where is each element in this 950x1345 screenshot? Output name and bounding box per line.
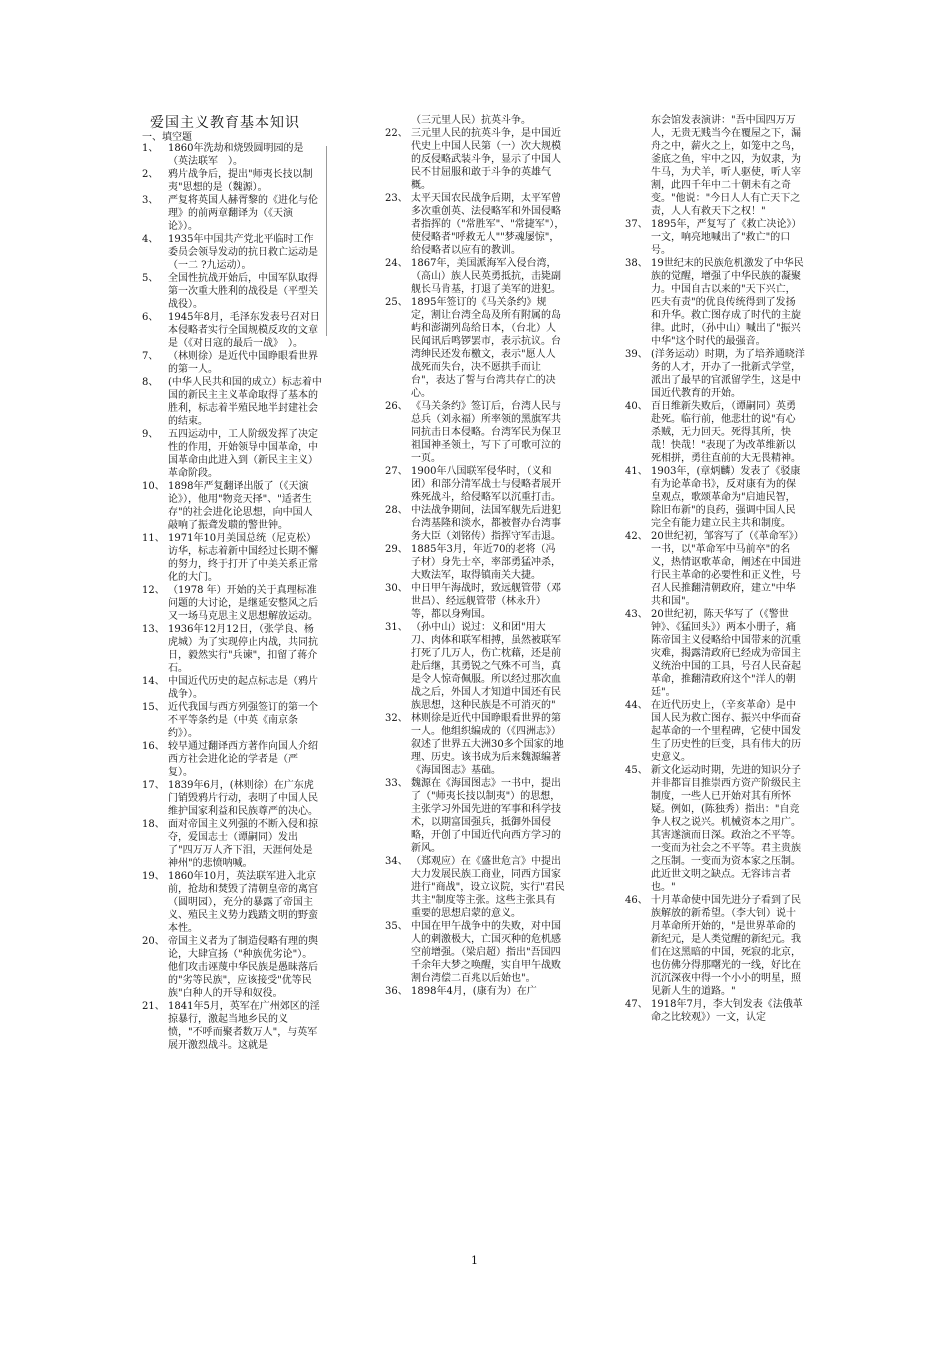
question-item (625, 400, 805, 465)
question-text: 严复将英国人赫胥黎的《进化与伦理》的前两章翻译为（《天演论》）。 (168, 195, 318, 232)
question-number: 23、 (385, 193, 408, 204)
question-number: 18、 (142, 819, 165, 830)
question-number: 29、 (385, 544, 408, 555)
question-item (142, 428, 322, 480)
question-text: 在近代历史上，（辛亥革命）是中国人民为救亡图存、振兴中华而奋起革命的一个里程碑，它使中国发生了历史性的巨变，具有伟大的历史意义。 (651, 700, 801, 763)
question-item (385, 465, 565, 504)
question-item (142, 233, 322, 272)
question-number: 11、 (142, 533, 165, 544)
question-number: 8、 (142, 377, 159, 388)
question-item (142, 480, 322, 532)
question-number: 24、 (385, 258, 408, 269)
question-text: 中日甲午海战时，致远舰管带（邓世昌）、经远舰管带（林永升）等，都以身殉国。 (411, 583, 561, 620)
question-number: 21、 (142, 1001, 165, 1012)
question-text: 鸦片战争后，提出"师夷长技以制夷"思想的是（魏源）。 (168, 169, 313, 193)
question-item (385, 296, 565, 400)
question-number: 37、 (625, 219, 648, 230)
question-item (142, 311, 322, 350)
question-item (142, 818, 322, 870)
question-item (142, 623, 322, 675)
question-text: 1860年洗劫和烧毁圆明园的是（英法联军 ）。 (168, 143, 304, 167)
question-item (385, 712, 565, 777)
question-number: 2、 (142, 169, 159, 180)
question-item (385, 127, 565, 192)
question-item (385, 777, 565, 855)
question-text: 太平天国农民战争后期，太平军曾多次重创英、法侵略军和外国侵略者指挥的（"常胜军"、"常捷军"），使侵略者"呼救无人""梦魂屡惊"，给侵略者以应有的教训。 (411, 193, 565, 256)
question-text: (中华人民共和国的成立）标志着中国的新民主主义革命取得了基本的胜利，标志着半殖民地半封建社会的结束。 (168, 377, 322, 427)
question-item (385, 543, 565, 582)
question-text: （孙中山）说过：义和团"用大刀、肉体和联军相搏，虽然被联军打死了几万人，伤亡枕藉，还是前赴后继，其勇锐之气殊不可当，真是令人惊奇佩服。所以经过那次血战之后，外国人才知道中国还有民族思想，这种民族是不可消灭的" (411, 622, 561, 711)
question-number: 19、 (142, 871, 165, 882)
question-item (625, 530, 805, 608)
question-item (625, 998, 805, 1024)
question-item (142, 532, 322, 584)
question-item (142, 194, 322, 233)
continuation-text: 东会馆发表演讲："吾中国四万万人，无贵无贱当今在覆屋之下，漏舟之中，薪火之上，如笼中之鸟，釜底之鱼，牢中之囚，为奴隶，为牛马，为犬羊，听人驱使，听人宰割，此四千年中二十朝未有之奇变。"他说："今日人人有亡天下之责，人人有救天下之权！" (651, 115, 801, 217)
question-number: 12、 (142, 585, 165, 596)
question-number: 1、 (142, 143, 159, 154)
question-number: 32、 (385, 713, 408, 724)
question-item (142, 675, 322, 701)
question-number: 14、 (142, 676, 165, 687)
question-number: 20、 (142, 936, 165, 947)
question-text: 中国在甲午战争中的失败，对中国人的刺激极大，亡国灭种的危机感空前增强。（梁启超）指出"吾国四千余年大梦之唤醒，实自甲午战败割台湾偿二百兆以后始也"。 (411, 921, 561, 984)
question-item (142, 701, 322, 740)
question-text: 十月革命使中国先进分子看到了民族解放的新希望。（李大钊）说十月革命所开始的，"是世界革命的新纪元，是人类觉醒的新纪元。我们在这黑暗的中国，死寂的北京，也仿佛分得那曙光的一线，好比在沉沉深夜中得一个小小的明星，照见新人生的道路。" (651, 895, 801, 997)
question-number: 26、 (385, 401, 408, 412)
column-3-items (625, 218, 805, 1024)
question-number: 43、 (625, 609, 648, 620)
question-number: 31、 (385, 622, 408, 633)
question-text: 林则徐是近代中国睁眼看世界的第一人。他组织编成的（《四洲志》）叙述了世界五大洲30多个国家的地理、历史。该书成为后来魏源编著《海国图志》基础。 (411, 713, 564, 776)
question-number: 7、 (142, 351, 159, 362)
question-text: 1841年5月，英军在广州郊区的淫掠暴行，激起当地乡民的义愤，"不呼而聚者数万人"，与英军展开激烈战斗。这就是 (168, 1001, 320, 1051)
question-number: 4、 (142, 234, 159, 245)
question-item (625, 764, 805, 894)
question-number: 17、 (142, 780, 165, 791)
question-number: 40、 (625, 401, 648, 412)
question-text: 三元里人民的抗英斗争，是中国近代史上中国人民第（一）次大规模的反侵略武装斗争，显示了中国人民不甘屈服和敢于斗争的英雄气概。 (411, 128, 561, 191)
question-number: 39、 (625, 349, 648, 360)
question-number: 47、 (625, 999, 648, 1010)
question-number: 42、 (625, 531, 648, 542)
continuation-text: （三元里人民）抗英斗争。 (411, 115, 531, 126)
question-text: 1895年签订的《马关条约》规定，割让台湾全岛及所有附属的岛屿和澎湖列岛给日本，（台北）人民闻讯后鸣锣罢市，表示抗议。台湾绅民还发布檄文，表示"愿人人战死而失台，决不愿拱手而让台"，表达了誓与台湾共存亡的决心。 (411, 297, 561, 399)
question-text: 帝国主义者为了制造侵略有理的舆论，大肆宣扬（"种族优劣论"）。他们攻击诬蔑中华民族是愚昧落后的"劣等民族"，应该接受"优等民族"白种人的开导和奴役。 (168, 936, 318, 999)
question-item (385, 504, 565, 543)
question-number: 9、 (142, 429, 159, 440)
question-text: 1860年10月，英法联军进入北京前，抢劫和焚毁了清朝皇帝的离宫（圆明园），充分的暴露了帝国主义、殖民主义势力践踏文明的野蛮本性。 (168, 871, 318, 934)
question-item (142, 350, 322, 376)
question-text: 较早通过翻译西方著作向国人介绍西方社会进化论的学者是（严复）。 (168, 741, 318, 778)
question-text: (洋务运动）时期，为了培养通晓洋务的人才，开办了一批新式学堂，派出了最早的官派留学生，这是中国近代教育的开始。 (651, 349, 805, 399)
question-item (625, 699, 805, 764)
question-number: 33、 (385, 778, 408, 789)
question-item (385, 920, 565, 985)
section-heading: 一、填空题 (142, 132, 192, 143)
question-number: 28、 (385, 505, 408, 516)
document-title: 爱国主义教育基本知识 (150, 115, 300, 131)
question-text: 20世纪初，邹容写了（《革命军》）一书，以"革命军中马前卒"的名义，热情讴歌革命，阐述在中国进行民主革命的必要性和正义性，号召人民推翻清朝政府，建立"中华共和国"。 (651, 531, 804, 607)
question-item (385, 621, 565, 712)
question-text: （1978 年）开始的关于真理标准问题的大讨论，是继延安整风之后又一场马克思主义思想解放运动。 (168, 585, 318, 622)
question-text: 中法战争期间，法国军舰先后进犯台湾基隆和淡水，都被督办台湾事务大臣（刘铭传）指挥守军击退。 (411, 505, 561, 542)
margin-line (326, 146, 327, 336)
question-text: 19世纪末的民族危机激发了中华民族的觉醒，增强了中华民族的凝聚力。中国自古以来的"天下兴亡，匹夫有责"的优良传统得到了发扬和升华。救亡图存成了时代的主旋律。此时，（孙中山）喊出了"振兴中华"这个时代的最强音。 (651, 258, 804, 347)
question-item (625, 608, 805, 699)
question-number: 15、 (142, 702, 165, 713)
question-number: 3、 (142, 195, 159, 206)
question-item (385, 582, 565, 621)
question-number: 44、 (625, 700, 648, 711)
question-item (142, 740, 322, 779)
question-text: 五四运动中，工人阶级发挥了决定性的作用，开始领导中国革命，中国革命由此进入到（新民主主义）革命阶段。 (168, 429, 318, 479)
question-item (142, 870, 322, 935)
question-text: 魏源在《海国图志》一书中，提出了（"师夷长技以制夷"）的思想，主张学习外国先进的军事和科学技术，以期富国强兵，抵御外国侵略，开创了中国近代向西方学习的新风。 (411, 778, 561, 854)
question-number: 5、 (142, 273, 159, 284)
question-number: 10、 (142, 481, 165, 492)
question-text: 《马关条约》签订后，台湾人民与总兵（刘永福）所率领的黑旗军共同抗击日本侵略。台湾军民为保卫祖国神圣领土，写下了可歌可泣的一页。 (411, 401, 561, 464)
question-text: 1898年4月，(康有为）在广 (411, 986, 537, 997)
question-item (385, 257, 565, 296)
question-number: 41、 (625, 466, 648, 477)
question-number: 27、 (385, 466, 408, 477)
column-3 (625, 114, 805, 1024)
question-number: 13、 (142, 624, 165, 635)
question-text: 面对帝国主义列强的不断入侵和掠夺，爱国志士（谭嗣同）发出了"四万万人齐下泪，天涯何处是神州"的悲愤呐喊。 (168, 819, 318, 869)
question-text: 1898年严复翻译出版了（《天演论》），他用"物竞天择"、"适者生存"的社会进化论思想，向中国人敲响了振聋发聩的警世钟。 (168, 481, 313, 531)
column-1 (142, 142, 322, 1052)
question-text: 1895年，严复写了《救亡决论》）一文，响亮地喊出了"救亡"的口号。 (651, 219, 802, 256)
question-number: 38、 (625, 258, 648, 269)
question-number: 6、 (142, 312, 159, 323)
question-item (625, 218, 805, 257)
question-text: 百日维新失败后，（谭嗣同）英勇赴死。临行前，他悲壮的说"有心杀贼，无力回天。死得其所，快哉！快哉！"表现了为改革维新以死相拼，勇往直前的大无畏精神。 (651, 401, 801, 464)
question-number: 36、 (385, 986, 408, 997)
question-item (625, 257, 805, 348)
question-item (142, 935, 322, 1000)
question-item (142, 1000, 322, 1052)
question-item (142, 584, 322, 623)
question-number: 45、 (625, 765, 648, 776)
question-text: 1885年3月，年近70的老将（冯子材）身先士卒，率部勇猛冲杀，大败法军，取得镇南关大捷。 (411, 544, 561, 581)
question-text: 全国性抗战开始后，中国军队取得第一次重大胜利的战役是（平型关战役）。 (168, 273, 318, 310)
question-text: 1971年10月美国总统（尼克松）访华，标志着新中国经过长期不懈的努力，终于打开了中美关系正常化的大门。 (168, 533, 318, 583)
question-item (625, 465, 805, 530)
question-text: 中国近代历史的起点标志是（鸦片战争）。 (168, 676, 318, 700)
question-item (385, 192, 565, 257)
question-text: 1936年12月12日，（张学良、杨虎城）为了实现停止内战，共同抗日，毅然实行"兵谏"，扣留了蒋介石。 (168, 624, 318, 674)
column-2-items (385, 127, 565, 998)
page-number: 1 (471, 1254, 478, 1267)
question-item (385, 400, 565, 465)
question-text: 新文化运动时期，先进的知识分子并非都盲目推崇西方资产阶级民主制度，一些人已开始对其有所怀疑。例如，(陈独秀）指出："自竞争人权之说兴。机械资本之用广。其害遂演而日深。政治之不平等。一变而为社会之不平等。君主贵族之压制。一变而为资本家之压制。此近世文明之缺点。无容讳言者也。" (651, 765, 801, 893)
question-text: 近代我国与西方列强签订的第一个不平等条约是（中英《南京条约》）。 (168, 702, 318, 739)
question-number: 30、 (385, 583, 408, 594)
question-item (142, 779, 322, 818)
question-text: 1839年6月，(林则徐）在广东虎门销毁鸦片行动，表明了中国人民维护国家利益和民族尊严的决心。 (168, 780, 318, 817)
question-item (625, 894, 805, 998)
question-text: 20世纪初，陈天华写了（《警世钟》、《猛回头》）两本小册子，痛陈帝国主义侵略给中国带来的沉重灾难，揭露清政府已经成为帝国主义统治中国的工具，号召人民奋起革命，推翻清政府这个"洋人的朝廷"。 (651, 609, 801, 698)
question-item (385, 985, 565, 998)
question-item (142, 168, 322, 194)
question-item (142, 142, 322, 168)
question-number: 34、 (385, 856, 408, 867)
question-number: 16、 (142, 741, 165, 752)
question-number: 35、 (385, 921, 408, 932)
question-text: 1867年，美国派海军入侵台湾，（高山）族人民英勇抵抗，击毙副舰长马肯基，打退了美军的进犯。 (411, 258, 561, 295)
column-2 (385, 114, 565, 998)
question-text: 1900年八国联军侵华时，（义和团）和部分清军战士与侵略者展开殊死战斗，给侵略军以沉重打击。 (411, 466, 561, 503)
question-item (142, 272, 322, 311)
question-item (385, 855, 565, 920)
question-text: 1918年7月，李大钊发表《法俄革命之比较观》）一文，认定 (651, 999, 803, 1023)
question-item (625, 348, 805, 400)
question-text: （林则徐）是近代中国睁眼看世界的第一人。 (168, 351, 318, 375)
question-text: 1903年，(章炳麟）发表了《驳康有为论革命书》，反对康有为的保皇观点，歌颂革命为"启迪民智，除旧布新"的良药，强调中国人民完全有能力建立民主共和制度。 (651, 466, 801, 529)
question-text: 1945年8月，毛泽东发表号召对日本侵略者实行全国规模反攻的文章是（《对日寇的最后一战》 ）。 (168, 312, 320, 349)
question-number: 22、 (385, 128, 408, 139)
question-number: 25、 (385, 297, 408, 308)
question-text: （郑观应）在《盛世危言》中提出大力发展民族工商业，同西方国家进行"商战"，设立议院，实行"君民共主"制度等主张。这些主张具有重要的思想启蒙的意义。 (411, 856, 565, 919)
question-number: 46、 (625, 895, 648, 906)
question-item (142, 376, 322, 428)
question-text: 1935年中国共产党北平临时工作委员会领导发动的抗日救亡运动是（一二 ?九运动）。 (168, 234, 318, 271)
